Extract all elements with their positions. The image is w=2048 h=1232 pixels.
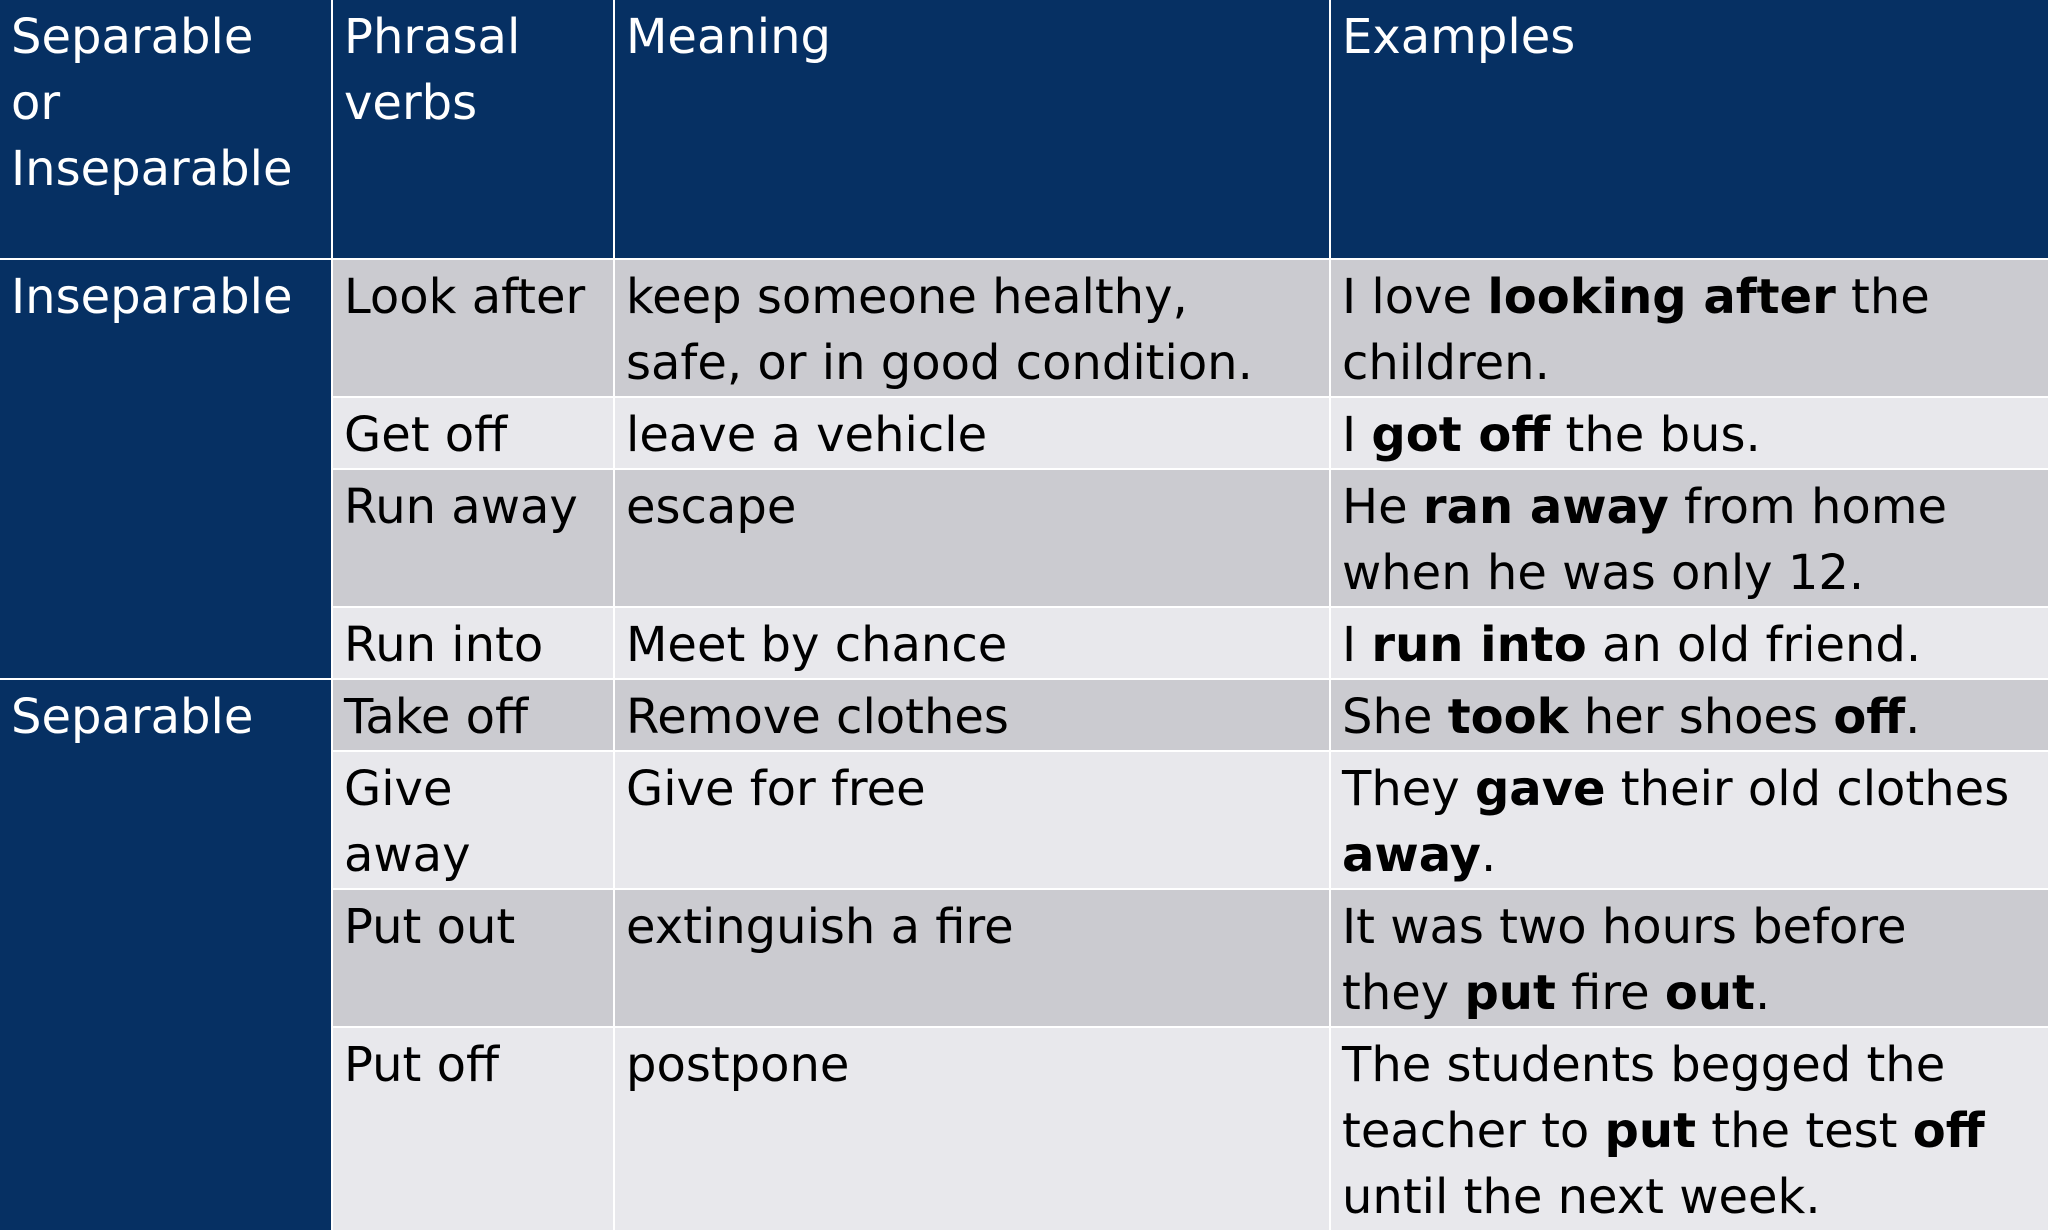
text-line: Remove clothes <box>626 689 1009 745</box>
phrasal-verb-highlight: off <box>1912 1103 1985 1159</box>
example-cell <box>1331 608 2048 680</box>
meaning-cell <box>615 398 1331 470</box>
meaning-cell <box>615 1028 1331 1232</box>
group-label-inseparable <box>0 260 333 680</box>
phrasal-verb-cell <box>333 680 615 752</box>
text-line: Give <box>344 761 453 817</box>
example-line <box>1342 540 2037 606</box>
text-line: escape <box>626 479 797 535</box>
example-line <box>1342 894 2037 960</box>
phrasal-verb-highlight: took <box>1447 689 1569 745</box>
text-line: Look after <box>344 269 586 325</box>
example-line <box>1342 612 2037 678</box>
example-text: . <box>1754 965 1771 1021</box>
header-separability <box>0 0 333 260</box>
example-text: It was two hours before <box>1342 899 1907 955</box>
text-line: verbs <box>344 75 478 131</box>
example-text: She <box>1342 689 1448 745</box>
example-text: the <box>1835 269 1930 325</box>
phrasal-verb-cell <box>333 260 615 398</box>
text-line: Meaning <box>626 9 832 65</box>
example-text: from home <box>1668 479 1948 535</box>
text-line: Get off <box>344 407 508 463</box>
example-text: children. <box>1342 335 1550 391</box>
meaning-cell <box>615 680 1331 752</box>
example-cell <box>1331 1028 2048 1232</box>
text-line: Phrasal <box>344 9 521 65</box>
example-line <box>1342 1164 2037 1230</box>
example-line <box>1342 960 2037 1026</box>
phrasal-verb-highlight: looking after <box>1487 269 1836 325</box>
phrasal-verb-highlight: put <box>1464 965 1556 1021</box>
text-line: postpone <box>626 1037 850 1093</box>
group-label-separable <box>0 680 333 1232</box>
meaning-cell <box>615 890 1331 1028</box>
header-phrasal-verbs <box>333 0 615 260</box>
meaning-cell <box>615 752 1331 890</box>
example-text: until the next week. <box>1342 1169 1821 1225</box>
phrasal-verb-highlight: away <box>1342 827 1481 883</box>
phrasal-verb-highlight: off <box>1833 689 1906 745</box>
example-cell <box>1331 890 2048 1028</box>
example-text: teacher to <box>1342 1103 1605 1159</box>
meaning-cell <box>615 608 1331 680</box>
phrasal-verb-highlight: put <box>1604 1103 1697 1159</box>
example-line <box>1342 330 2037 396</box>
text-line: extinguish a fire <box>626 899 1014 955</box>
example-line <box>1342 1032 2037 1098</box>
phrasal-verb-cell <box>333 608 615 680</box>
header-meaning <box>615 0 1331 260</box>
phrasal-verb-cell <box>333 398 615 470</box>
table-row <box>0 680 2048 752</box>
example-text: He <box>1342 479 1423 535</box>
group-label-text: Inseparable <box>11 269 293 325</box>
example-line <box>1342 822 2037 888</box>
example-text: they <box>1342 965 1465 1021</box>
text-line: Separable <box>11 9 254 65</box>
header-row <box>0 0 2048 260</box>
example-line <box>1342 684 2037 750</box>
phrasal-verb-highlight: gave <box>1474 761 1606 817</box>
example-text: her shoes <box>1568 689 1834 745</box>
phrasal-verb-cell <box>333 470 615 608</box>
example-text: . <box>1905 689 1921 745</box>
example-text: They <box>1342 761 1475 817</box>
text-line: Give for free <box>626 761 926 817</box>
example-text: fire <box>1555 965 1665 1021</box>
example-text: I <box>1342 617 1372 673</box>
example-text: I <box>1342 407 1372 463</box>
text-line: keep someone healthy, <box>626 269 1188 325</box>
example-cell <box>1331 470 2048 608</box>
example-text: their old clothes <box>1605 761 2010 817</box>
text-line: away <box>344 827 471 883</box>
example-line <box>1342 474 2037 540</box>
table-row <box>0 260 2048 398</box>
text-line: Examples <box>1342 9 1576 65</box>
phrasal-verb-cell <box>333 890 615 1028</box>
text-line: Run away <box>344 479 578 535</box>
example-cell <box>1331 752 2048 890</box>
text-line: Meet by chance <box>626 617 1008 673</box>
text-line: Put out <box>344 899 516 955</box>
text-line: or <box>11 75 61 131</box>
example-text: . <box>1480 827 1497 883</box>
phrasal-verb-cell <box>333 1028 615 1232</box>
example-text: the bus. <box>1550 407 1761 463</box>
phrasal-verb-highlight: got off <box>1371 407 1551 463</box>
meaning-cell <box>615 260 1331 398</box>
text-line: safe, or in good condition. <box>626 335 1253 391</box>
header-examples <box>1331 0 2048 260</box>
text-line: leave a vehicle <box>626 407 988 463</box>
text-line: Run into <box>344 617 544 673</box>
text-line: Take off <box>344 689 529 745</box>
example-cell <box>1331 680 2048 752</box>
example-cell <box>1331 260 2048 398</box>
text-line: Inseparable <box>11 141 293 197</box>
example-text: when he was only 12. <box>1342 545 1865 601</box>
phrasal-verb-highlight: ran away <box>1422 479 1669 535</box>
example-line <box>1342 1098 2037 1164</box>
example-line <box>1342 402 2037 468</box>
phrasal-verb-cell <box>333 752 615 890</box>
example-text: the test <box>1696 1103 1913 1159</box>
example-text: an old friend. <box>1586 617 1922 673</box>
group-label-text: Separable <box>11 689 254 745</box>
example-text: I love <box>1342 269 1488 325</box>
text-line: Put off <box>344 1037 500 1093</box>
phrasal-verb-highlight: out <box>1664 965 1755 1021</box>
example-line <box>1342 756 2037 822</box>
example-line <box>1342 264 2037 330</box>
example-text: The students begged the <box>1342 1037 1946 1093</box>
phrasal-verb-highlight: run into <box>1371 617 1587 673</box>
meaning-cell <box>615 470 1331 608</box>
example-cell <box>1331 398 2048 470</box>
